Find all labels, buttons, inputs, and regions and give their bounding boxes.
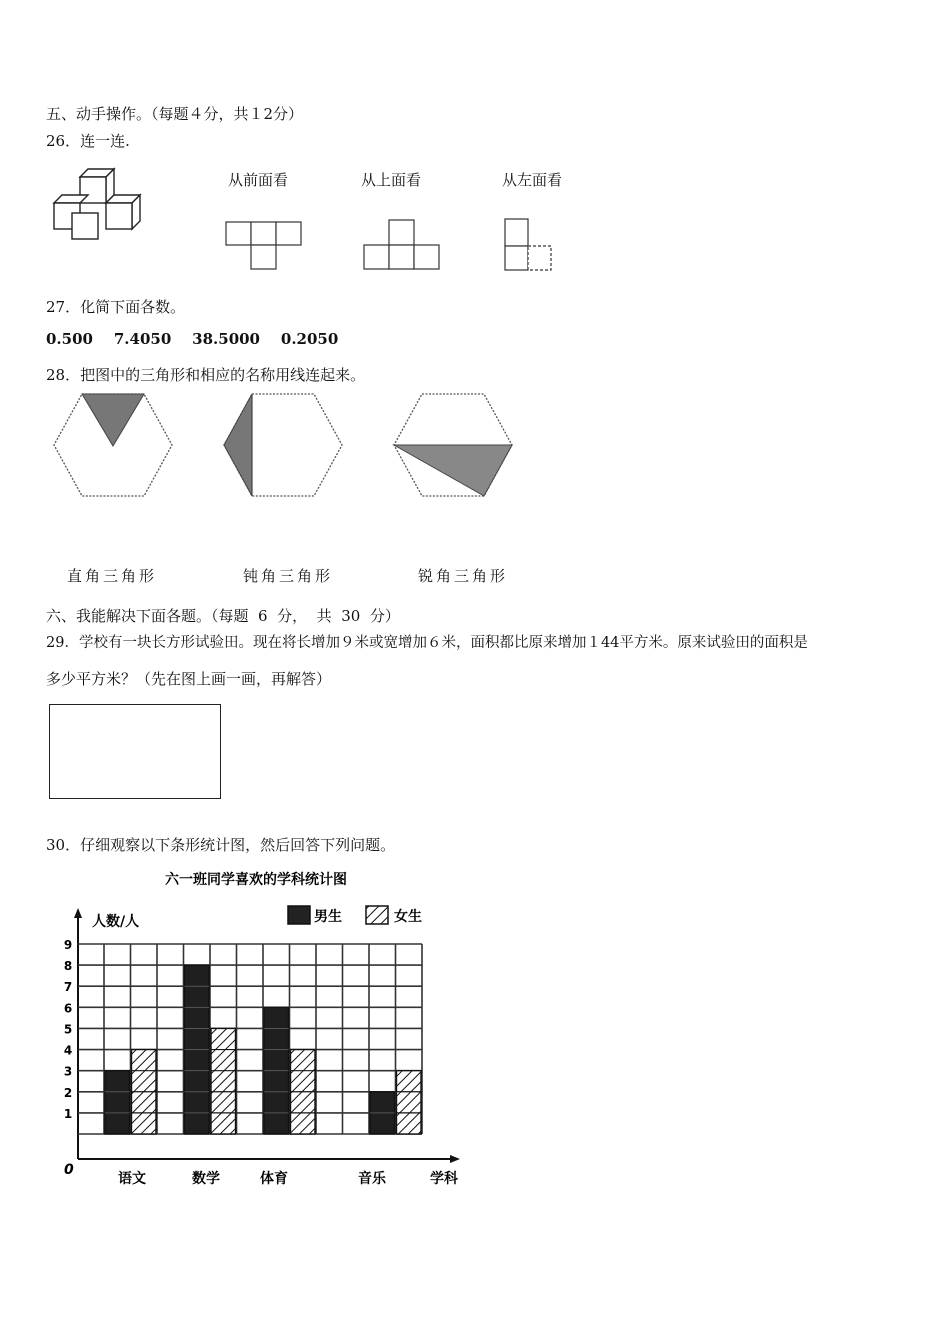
bar-chart xyxy=(46,862,476,1198)
y-tick-label: 8 xyxy=(63,959,73,974)
y-tick-label: 9 xyxy=(63,938,73,952)
question-27-numbers: 0.500 7.4050 38.5000 0.2050 xyxy=(46,330,339,348)
section-6-title: 六、我能解决下面各题。（每题 6 分， 共 30 分） xyxy=(46,607,400,625)
triangle-name-obtuse: 钝角三角形 xyxy=(243,567,334,585)
chart-title: 六一班同学喜欢的学科统计图 xyxy=(165,872,347,888)
cube-stack-figure xyxy=(50,165,150,245)
view-label-top: 从上面看 xyxy=(361,171,422,189)
y-tick-label: 3 xyxy=(63,1064,73,1079)
legend-label-boys: 男生 xyxy=(314,909,342,925)
question-29-line-2: 多少平方米？（先在图上画一画，再解答） xyxy=(46,670,332,688)
y-tick-label: 1 xyxy=(63,1106,73,1121)
y-axis-arrow xyxy=(74,908,82,918)
x-axis-label: 学科 xyxy=(430,1171,458,1187)
question-30-title: 30．仔细观察以下条形统计图，然后回答下列问题。 xyxy=(46,836,396,854)
category-label-2: 数学 xyxy=(192,1171,220,1187)
view-label-front: 从前面看 xyxy=(228,171,289,189)
top-view-figure xyxy=(360,216,442,272)
bar-girls-2 xyxy=(211,1028,236,1134)
y-tick-label: 4 xyxy=(63,1043,73,1058)
y-axis-label: 人数/人 xyxy=(92,914,140,930)
front-view-figure xyxy=(222,218,304,272)
y-tick-label: 2 xyxy=(63,1085,73,1100)
category-label-4: 音乐 xyxy=(358,1171,386,1187)
triangle-name-acute: 锐角三角形 xyxy=(418,567,509,585)
section-5-title: 五、动手操作。（每题４分，共１2分） xyxy=(46,105,304,123)
question-28-title: 28．把图中的三角形和相应的名称用线连起来。 xyxy=(46,366,366,384)
view-label-left: 从左面看 xyxy=(502,171,563,189)
hexagon-figure-3 xyxy=(390,390,516,500)
legend-swatch-girls xyxy=(366,906,388,924)
bar-girls-4 xyxy=(397,1071,422,1134)
x-axis-arrow xyxy=(450,1155,460,1163)
hexagon-figure-2 xyxy=(220,390,346,500)
field-rectangle-drawing-box xyxy=(49,704,221,799)
y-tick-label: 6 xyxy=(63,1001,73,1016)
legend-label-girls: 女生 xyxy=(394,909,422,925)
category-label-1: 语文 xyxy=(118,1171,146,1187)
left-view-figure xyxy=(500,215,556,273)
bar-boys-1 xyxy=(105,1071,130,1134)
origin-label: 0 xyxy=(64,1162,74,1178)
triangle-name-right: 直角三角形 xyxy=(67,567,158,585)
question-26-title: 26．连一连. xyxy=(46,132,130,150)
legend-swatch-boys xyxy=(288,906,310,924)
category-label-3: 体育 xyxy=(260,1171,288,1187)
y-tick-label: 5 xyxy=(63,1022,73,1037)
hexagon-figure-1 xyxy=(50,390,176,500)
question-29-line-1: 29．学校有一块长方形试验田。现在将长增加９米或宽增加６米，面积都比原来增加１44平方米。原来试验田的面积是 xyxy=(46,635,808,651)
y-tick-label: 7 xyxy=(63,980,73,995)
question-27-title: 27．化简下面各数。 xyxy=(46,298,186,316)
